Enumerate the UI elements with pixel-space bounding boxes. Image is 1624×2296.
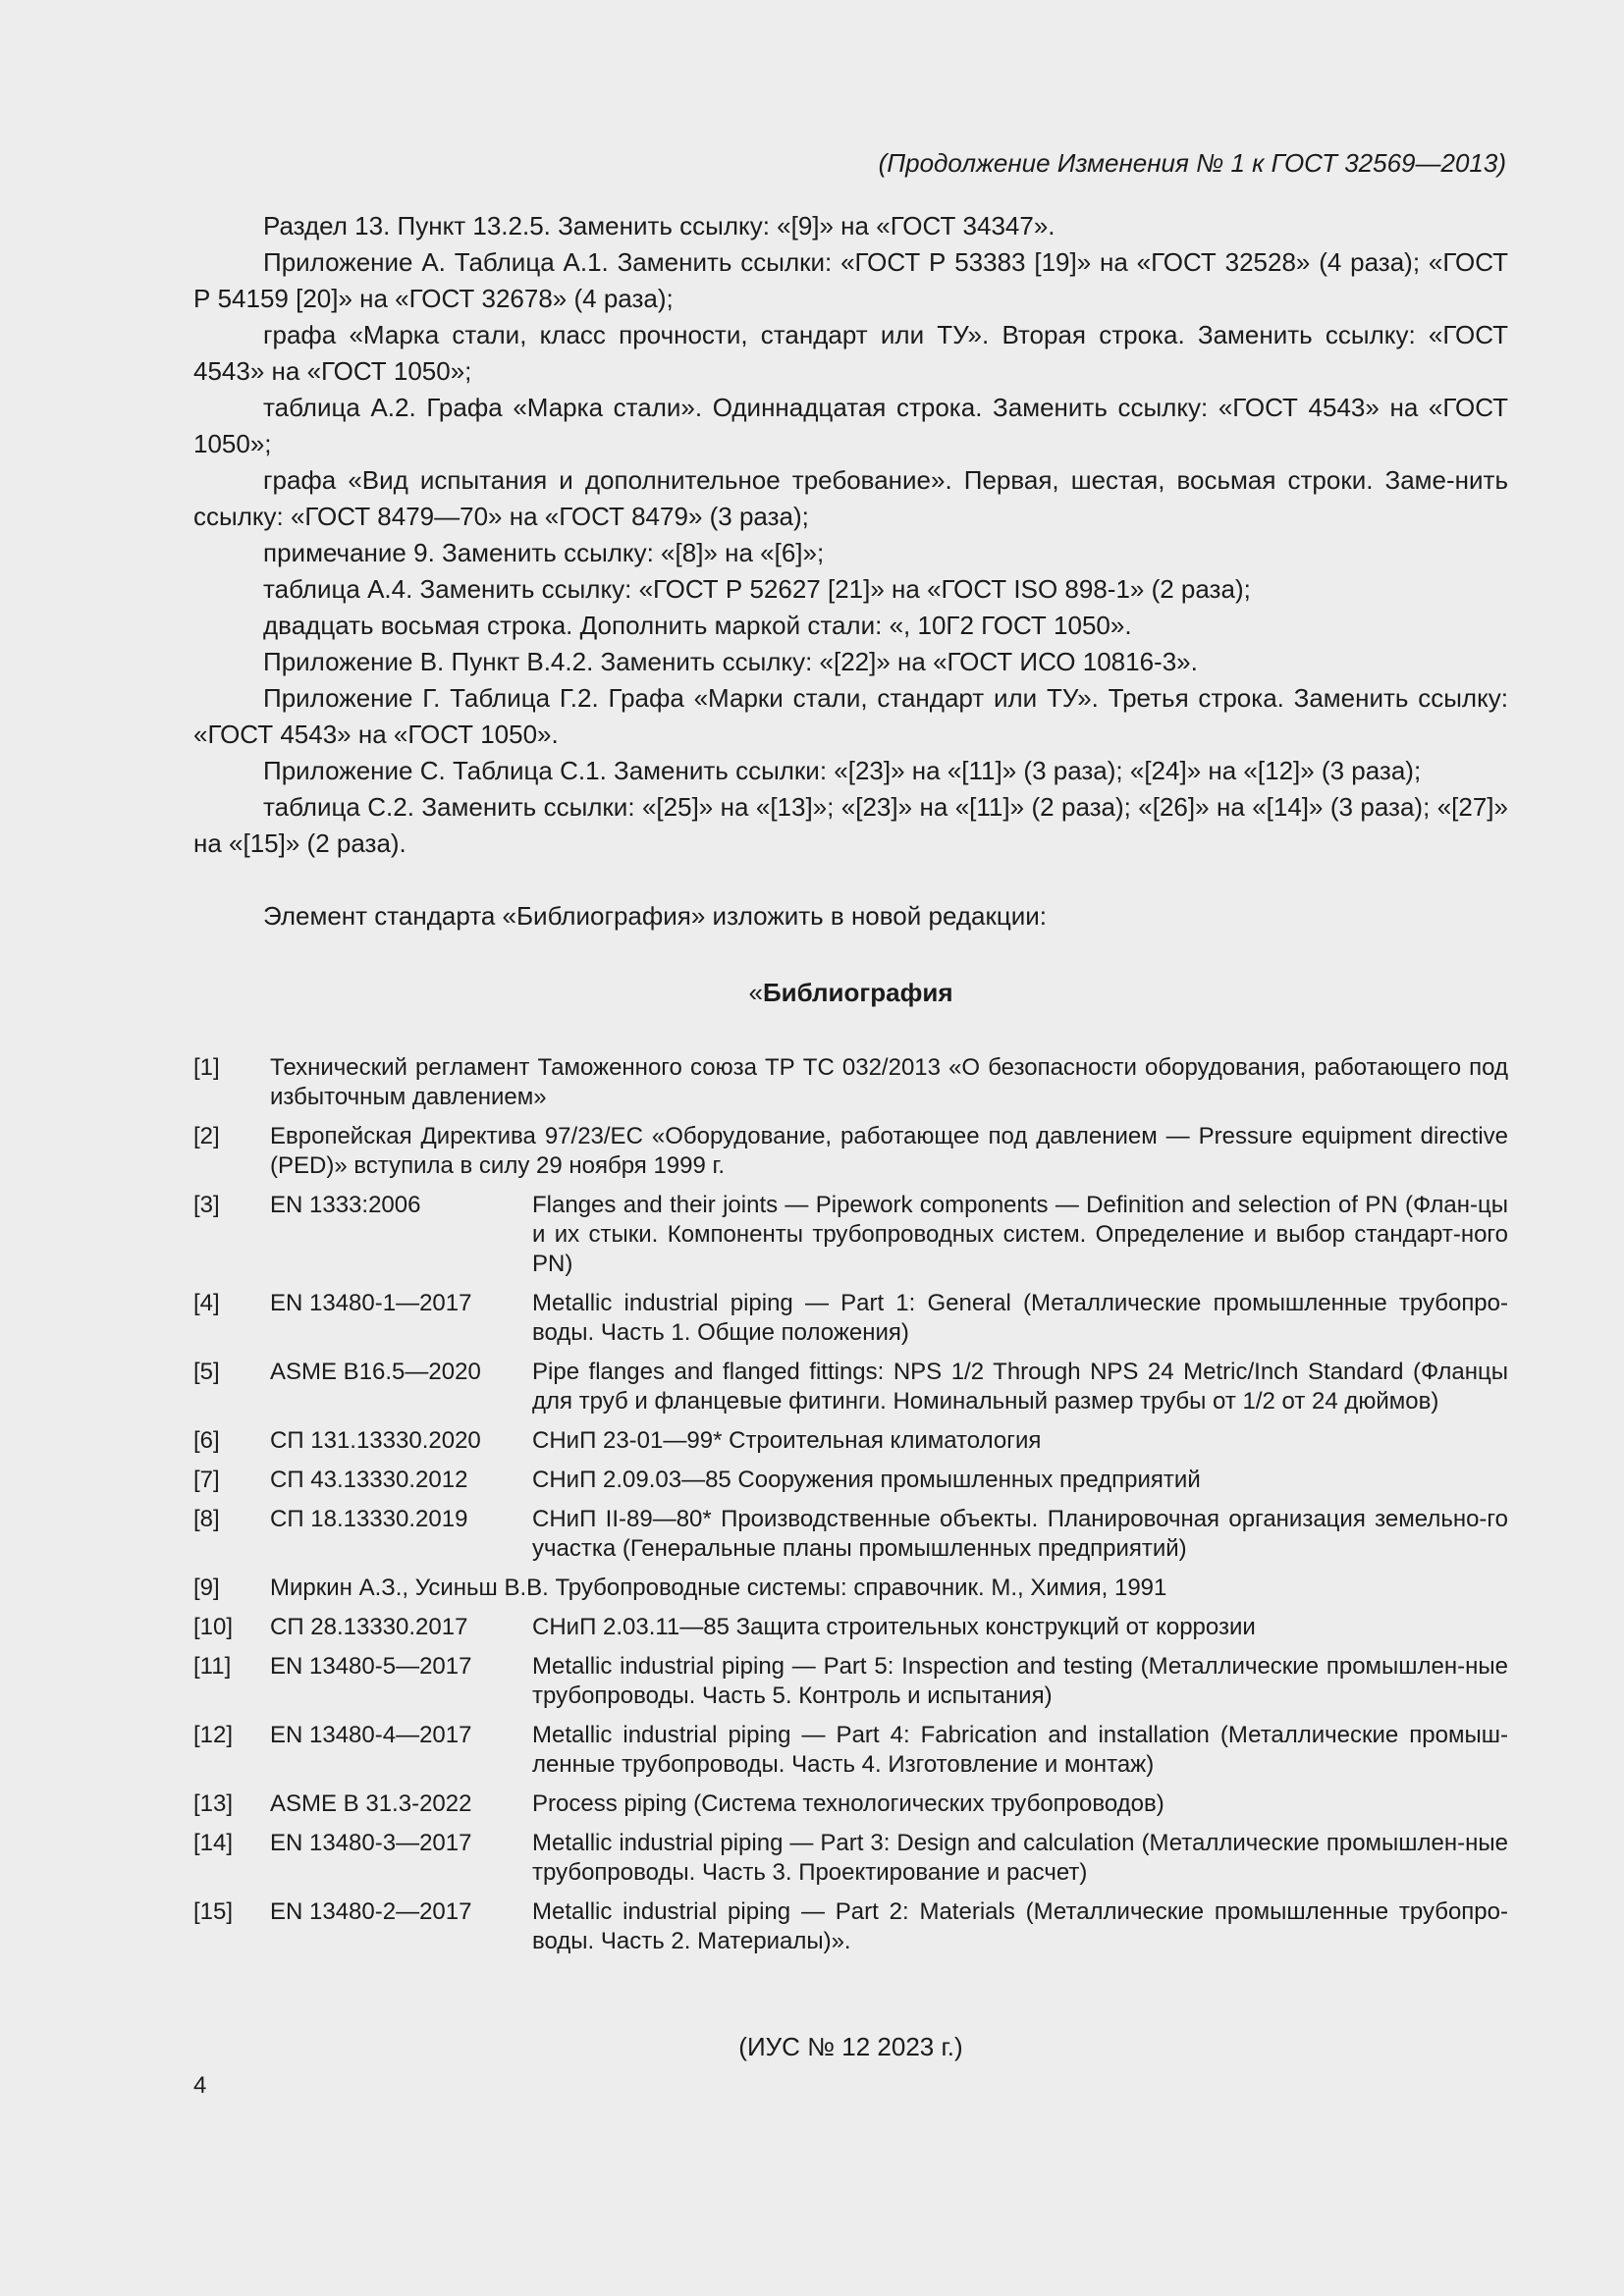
entry-number: [13] [193,1790,234,1817]
entry-description: СНиП 23-01—99* Строительная климатология [532,1427,1042,1454]
bibliography-entry [193,1358,1508,1416]
continuation-note: (Продолжение Изменения № 1 к ГОСТ 32569—2013) [878,148,1506,178]
entry-number: [9] [193,1575,220,1601]
change-paragraph: графа «Марка стали, класс прочности, стандарт или ТУ». Вторая строка. Заменить ссылку: «ГОСТ 4543» на «ГОСТ 1050»; [193,320,1508,386]
bibliography-entry [193,1426,1508,1456]
entry-description: Metallic industrial piping — Part 4: Fabrication and installation (Металлические промыш-ленные трубопроводы. Часть 4. Изготовление и монтаж) [532,1722,1508,1778]
bibliography-heading [193,975,1508,1010]
entry-code: СП 43.13330.2012 [270,1467,468,1493]
entry-code: EN 13480-3—2017 [270,1830,472,1856]
entry-code: EN 13480-4—2017 [270,1722,472,1748]
entry-code: EN 1333:2006 [270,1192,421,1218]
entry-number: [3] [193,1192,220,1218]
change-paragraph: Раздел 13. Пункт 13.2.5. Заменить ссылку: «[9]» на «ГОСТ 34347». [263,211,1056,240]
change-paragraph: Приложение А. Таблица А.1. Заменить ссылки: «ГОСТ Р 53383 [19]» на «ГОСТ 32528» (4 раза); «ГОСТ Р 54159 [20]» на «ГОСТ 32678» (4 раза); [193,247,1508,313]
bibliography-intro: Элемент стандарта «Библиография» изложить в новой редакции: [263,901,1048,931]
page-number: 4 [193,2072,207,2099]
entry-number: [15] [193,1898,234,1925]
bibliography-entry [193,1652,1508,1711]
entry-description: СНиП 2.03.11—85 Защита строительных конструкций от коррозии [532,1614,1256,1640]
entry-description: Metallic industrial piping — Part 3: Design and calculation (Металлические промышлен-ные трубопроводы. Часть 3. Проектирование и расчет) [532,1830,1508,1886]
entry-description: Европейская Директива 97/23/ЕС «Оборудование, работающее под давлением — Pressure equipment directive (PED)» вступила в силу 29 ноября 1999 г. [270,1123,1508,1179]
entry-description: Flanges and their joints — Pipework components — Definition and selection of PN (Флан-цы и их стыки. Компоненты трубопроводных систем. Определение и выбор стандарт-ного PN) [532,1192,1508,1277]
entry-number: [1] [193,1054,220,1081]
change-paragraph: Приложение С. Таблица С.1. Заменить ссылки: «[23]» на «[11]» (3 раза); «[24]» на «[12]» (3 раза); [263,756,1422,785]
entry-number: [5] [193,1359,220,1385]
entry-description: Metallic industrial piping — Part 5: Inspection and testing (Металлические промышлен-ные трубопроводы. Часть 5. Контроль и испытания) [532,1653,1508,1709]
bibliography-entry [193,1789,1508,1819]
bibliography-entry [193,1721,1508,1780]
entry-number: [4] [193,1290,220,1316]
entry-description: Pipe flanges and flanged fittings: NPS 1/2 Through NPS 24 Metric/Inch Standard (Фланцы для труб и фланцевые фитинги. Номинальный размер трубы от 1/2 от 24 дюймов) [532,1359,1508,1415]
entry-description: СНиП II-89—80* Производственные объекты. Планировочная организация земельно-го участка (Генеральные планы промышленных предприятий) [532,1506,1508,1562]
change-paragraph: примечание 9. Заменить ссылку: «[8]» на «[6]»; [263,538,825,567]
bibliography-entry [193,1053,1508,1112]
entry-code: ASME B16.5—2020 [270,1359,481,1385]
entry-description: Metallic industrial piping — Part 2: Materials (Металлические промышленные трубопро-воды. Часть 2. Материалы)». [532,1898,1508,1954]
entry-number: [6] [193,1427,220,1454]
entry-code: EN 13480-2—2017 [270,1898,472,1925]
bibliography-entry [193,1897,1508,1956]
bibliography-entry [193,1191,1508,1279]
entry-code: СП 18.13330.2019 [270,1506,468,1532]
entry-code: СП 28.13330.2017 [270,1614,468,1640]
entry-number: [14] [193,1830,234,1856]
change-paragraph: двадцать восьмая строка. Дополнить маркой стали: «, 10Г2 ГОСТ 1050». [263,611,1132,640]
change-paragraph: таблица С.2. Заменить ссылки: «[25]» на «[13]»; «[23]» на «[11]» (2 раза); «[26]» на «[14]» (3 раза); «[27]» на «[15]» (2 раза). [193,792,1508,858]
bibliography-list [193,1053,1508,1966]
bibliography-entry [193,1574,1508,1603]
bibliography-heading-text: Библиография [762,978,953,1007]
bibliography-heading-quote: « [748,978,763,1007]
change-paragraph: таблица А.4. Заменить ссылку: «ГОСТ Р 52627 [21]» на «ГОСТ ISO 898-1» (2 раза); [263,574,1251,604]
entry-description: Миркин А.З., Усиньш В.В. Трубопроводные системы: справочник. М., Химия, 1991 [270,1575,1167,1601]
change-paragraph: таблица А.2. Графа «Марка стали». Одиннадцатая строка. Заменить ссылку: «ГОСТ 4543» на «ГОСТ 1050»; [193,393,1508,458]
bibliography-entry [193,1289,1508,1348]
bibliography-entry [193,1613,1508,1642]
entry-code: ASME B 31.3-2022 [270,1790,472,1817]
entry-code: EN 13480-1—2017 [270,1290,472,1316]
entry-description: Metallic industrial piping — Part 1: General (Металлические промышленные трубопро-воды. Часть 1. Общие положения) [532,1290,1508,1346]
bibliography-entry [193,1505,1508,1564]
entry-code: EN 13480-5—2017 [270,1653,472,1680]
entry-number: [7] [193,1467,220,1493]
bibliography-entry [193,1122,1508,1181]
change-paragraph: Приложение Г. Таблица Г.2. Графа «Марки стали, стандарт или ТУ». Третья строка. Заменить ссылку: «ГОСТ 4543» на «ГОСТ 1050». [193,683,1508,749]
change-paragraph: Приложение В. Пункт В.4.2. Заменить ссылку: «[22]» на «ГОСТ ИСО 10816-3». [263,647,1198,676]
entry-description: СНиП 2.09.03—85 Сооружения промышленных предприятий [532,1467,1201,1493]
entry-description: Технический регламент Таможенного союза ТР ТС 032/2013 «О безопасности оборудования, работающего под избыточным давлением» [270,1054,1508,1110]
entry-number: [8] [193,1506,220,1532]
entry-number: [2] [193,1123,220,1149]
bibliography-entry [193,1829,1508,1888]
entry-code: СП 131.13330.2020 [270,1427,481,1454]
entry-number: [11] [193,1653,232,1680]
ius-reference: (ИУС № 12 2023 г.) [738,2032,963,2061]
change-paragraph: графа «Вид испытания и дополнительное требование». Первая, шестая, восьмая строки. Заме-нить ссылку: «ГОСТ 8479—70» на «ГОСТ 8479» (3 раза); [193,465,1508,531]
changes-body [193,208,1508,934]
entry-number: [10] [193,1614,234,1640]
entry-description: Process piping (Система технологических трубопроводов) [532,1790,1164,1817]
entry-number: [12] [193,1722,234,1748]
bibliography-entry [193,1466,1508,1495]
